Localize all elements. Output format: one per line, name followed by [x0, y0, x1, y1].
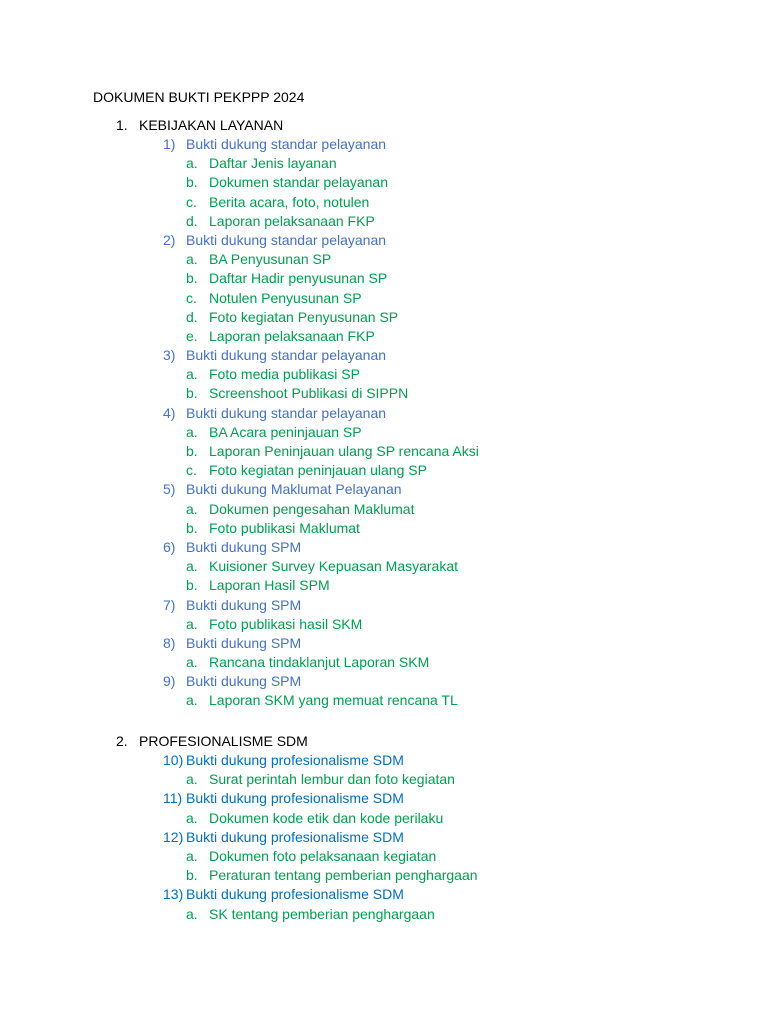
- sub-list-item: [0, 809, 768, 828]
- sub-item-letter: a.: [186, 809, 198, 826]
- list-item: [0, 480, 768, 499]
- sub-item-text: Laporan pelaksanaan FKP: [209, 212, 375, 229]
- sub-item-letter: c.: [186, 462, 197, 479]
- sub-item-letter: b.: [186, 270, 198, 287]
- list-item: [0, 135, 768, 154]
- sub-list-item: [0, 847, 768, 866]
- list-item: [0, 751, 768, 770]
- item-title: Bukti dukung Maklumat Pelayanan: [186, 481, 402, 498]
- item-number: 4): [163, 404, 176, 421]
- sub-item-letter: d.: [186, 308, 198, 325]
- sub-list-item: [0, 461, 768, 480]
- sub-item-text: Screenshoot Publikasi di SIPPN: [209, 385, 409, 402]
- sub-item-letter: c.: [186, 193, 197, 210]
- sub-item-text: Foto publikasi hasil SKM: [209, 615, 363, 632]
- list-item: [0, 231, 768, 250]
- sub-list-item: [0, 269, 768, 288]
- sub-item-letter: b.: [186, 519, 198, 536]
- sub-item-letter: a.: [186, 155, 198, 172]
- item-title: Bukti dukung profesionalisme SDM: [186, 790, 404, 807]
- section-profesionalisme-sdm: [0, 732, 768, 924]
- list-item: [0, 885, 768, 904]
- list-item: [0, 828, 768, 847]
- list-item: [0, 672, 768, 691]
- sub-item-text: Dokumen standar pelayanan: [209, 174, 389, 191]
- item-number: 9): [163, 673, 176, 690]
- sub-item-text: BA Penyusunan SP: [209, 251, 332, 268]
- sub-list-item: [0, 770, 768, 789]
- item-title: Bukti dukung SPM: [186, 634, 302, 651]
- sub-item-letter: b.: [186, 867, 198, 884]
- sub-item-letter: b.: [186, 385, 198, 402]
- sub-list-item: [0, 519, 768, 538]
- sub-item-letter: c.: [186, 289, 197, 306]
- sub-list-item: [0, 691, 768, 710]
- item-number: 13): [163, 886, 184, 903]
- sub-list-item: [0, 289, 768, 308]
- sub-item-text: Peraturan tentang pemberian penghargaan: [209, 867, 478, 884]
- sub-list-item: [0, 250, 768, 269]
- section-title: KEBIJAKAN LAYANAN: [139, 117, 284, 133]
- item-number: 6): [163, 538, 176, 555]
- sub-list-item: [0, 173, 768, 192]
- sub-list-item: [0, 576, 768, 595]
- item-title: Bukti dukung profesionalisme SDM: [186, 752, 404, 768]
- item-title: Bukti dukung standar pelayanan: [186, 136, 387, 152]
- section-title: PROFESIONALISME SDM: [139, 733, 308, 749]
- item-title: Bukti dukung SPM: [186, 538, 302, 555]
- item-title: Bukti dukung profesionalisme SDM: [186, 828, 404, 845]
- sub-item-letter: a.: [186, 847, 198, 864]
- document-title: DOKUMEN BUKTI PEKPPP 2024: [93, 89, 305, 105]
- sub-item-text: Laporan Hasil SPM: [209, 577, 330, 594]
- sub-item-text: Rancana tindaklanjut Laporan SKM: [209, 654, 430, 671]
- sub-item-text: Dokumen kode etik dan kode perilaku: [209, 809, 444, 826]
- sub-item-text: Laporan SKM yang memuat rencana TL: [209, 692, 458, 709]
- item-number: 11): [163, 790, 183, 807]
- item-number: 7): [163, 596, 176, 613]
- section-number: 1.: [116, 117, 128, 133]
- sub-list-item: [0, 154, 768, 173]
- sub-item-letter: b.: [186, 577, 198, 594]
- sub-item-text: Berita acara, foto, notulen: [209, 193, 370, 210]
- sub-item-letter: a.: [186, 905, 198, 922]
- sub-item-letter: a.: [186, 615, 198, 632]
- list-item: [0, 596, 768, 615]
- sub-list-item: [0, 653, 768, 672]
- section-number: 2.: [116, 733, 128, 749]
- sub-list-item: [0, 308, 768, 327]
- item-number: 5): [163, 481, 176, 498]
- sub-list-item: [0, 423, 768, 442]
- sub-item-text: BA Acara peninjauan SP: [209, 423, 362, 440]
- sub-item-letter: e.: [186, 327, 198, 344]
- sub-item-letter: a.: [186, 692, 198, 709]
- item-number: 1): [163, 136, 176, 152]
- sub-item-letter: a.: [186, 500, 198, 517]
- sub-item-text: SK tentang pemberian penghargaan: [209, 905, 435, 922]
- sub-item-text: Foto publikasi Maklumat: [209, 519, 360, 536]
- sub-item-text: Foto kegiatan peninjauan ulang SP: [209, 462, 427, 479]
- item-number: 2): [163, 231, 176, 248]
- sub-item-text: Foto media publikasi SP: [209, 366, 360, 383]
- sub-item-letter: a.: [186, 366, 198, 383]
- item-title: Bukti dukung SPM: [186, 596, 302, 613]
- sub-list-item: [0, 327, 768, 346]
- sub-item-text: Laporan pelaksanaan FKP: [209, 327, 375, 344]
- sub-item-letter: a.: [186, 251, 198, 268]
- item-title: Bukti dukung standar pelayanan: [186, 347, 387, 364]
- list-item: [0, 538, 768, 557]
- list-item: [0, 346, 768, 365]
- sub-list-item: [0, 442, 768, 461]
- sub-list-item: [0, 365, 768, 384]
- sub-item-text: Dokumen pengesahan Maklumat: [209, 500, 415, 517]
- sub-item-text: Foto kegiatan Penyusunan SP: [209, 308, 399, 325]
- section-heading: [0, 116, 768, 135]
- sub-item-letter: b.: [186, 174, 198, 191]
- item-title: Bukti dukung SPM: [186, 673, 302, 690]
- sub-list-item: [0, 557, 768, 576]
- sub-item-text: Daftar Jenis layanan: [209, 155, 337, 172]
- section-heading: [0, 732, 768, 751]
- section-items: [0, 135, 768, 711]
- sub-item-letter: a.: [186, 558, 198, 575]
- list-item: [0, 404, 768, 423]
- sub-item-text: Surat perintah lembur dan foto kegiatan: [209, 771, 455, 788]
- item-title: Bukti dukung standar pelayanan: [186, 404, 387, 421]
- sub-item-letter: a.: [186, 423, 198, 440]
- item-title: Bukti dukung standar pelayanan: [186, 231, 387, 248]
- sub-list-item: [0, 212, 768, 231]
- sub-list-item: [0, 384, 768, 403]
- sub-item-text: Laporan Peninjauan ulang SP rencana Aksi: [209, 443, 479, 459]
- item-number: 12): [163, 828, 184, 845]
- sub-item-letter: a.: [186, 654, 198, 671]
- sub-list-item: [0, 905, 768, 924]
- sub-item-text: Daftar Hadir penyusunan SP: [209, 270, 388, 287]
- section-kebijakan-layanan: [0, 116, 768, 711]
- list-item: [0, 634, 768, 653]
- sub-item-letter: b.: [186, 443, 198, 459]
- sub-item-text: Notulen Penyusunan SP: [209, 289, 362, 306]
- sub-item-text: Dokumen foto pelaksanaan kegiatan: [209, 847, 437, 864]
- item-number: 10): [163, 752, 184, 768]
- sub-list-item: [0, 615, 768, 634]
- sub-item-letter: a.: [186, 771, 198, 788]
- item-number: 8): [163, 634, 176, 651]
- list-item: [0, 789, 768, 808]
- sub-item-letter: d.: [186, 212, 198, 229]
- sub-list-item: [0, 500, 768, 519]
- section-items: [0, 751, 768, 924]
- item-number: 3): [163, 347, 176, 364]
- sub-item-text: Kuisioner Survey Kepuasan Masyarakat: [209, 558, 459, 575]
- item-title: Bukti dukung profesionalisme SDM: [186, 886, 404, 903]
- sub-list-item: [0, 193, 768, 212]
- sub-list-item: [0, 866, 768, 885]
